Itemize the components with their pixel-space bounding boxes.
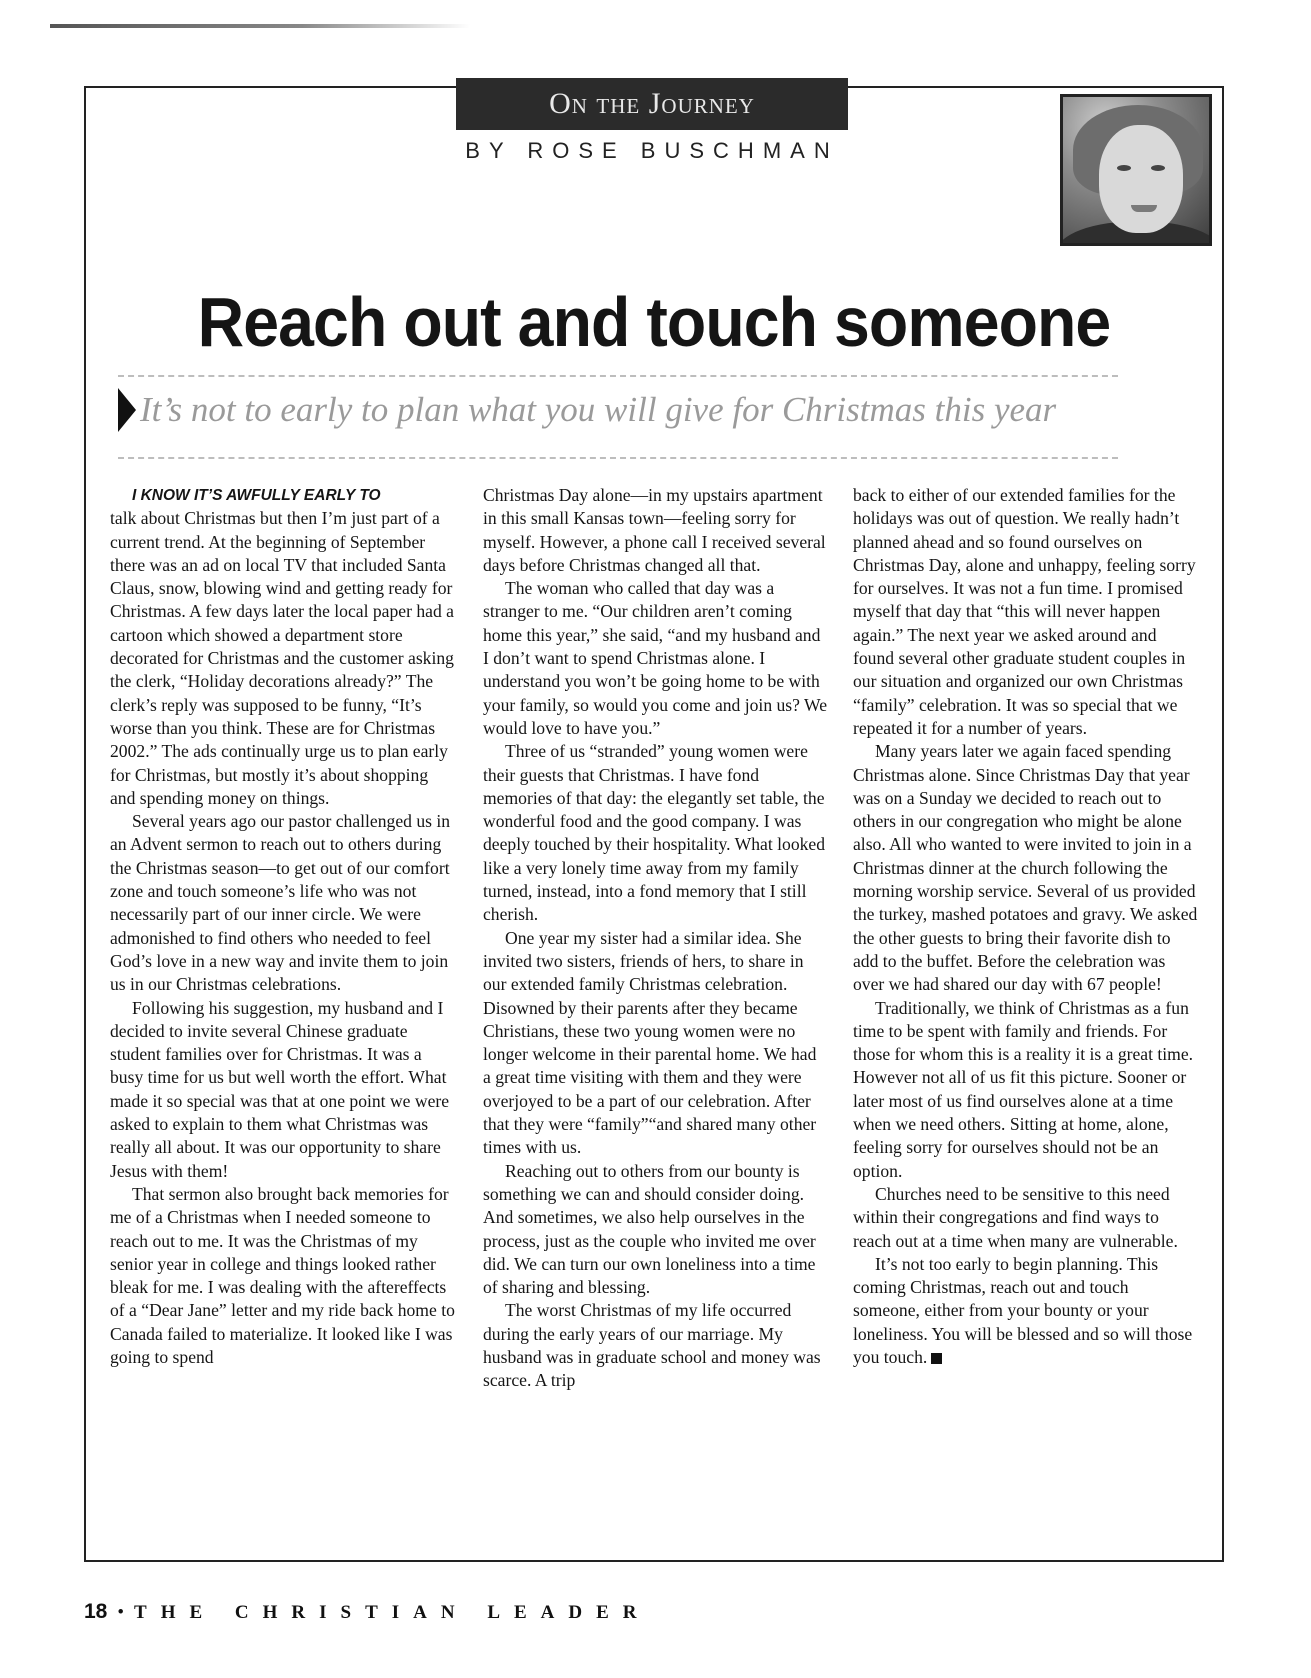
deck-arrow-icon (118, 388, 136, 432)
deck-subtitle: It’s not to early to plan what you will give for Christmas this year (140, 390, 1057, 429)
lead-in: I KNOW IT’S AWFULLY EARLY TO (132, 487, 381, 504)
paragraph: back to either of our extended families for the holidays was out of question. We really hadn’t planned ahead and so found ourselves on Christmas Day, alone and unhappy, feeling sorry for ourselves. It was not a fun time. I promised myself that day that “this will never happen again.” The next year we asked around and found several other graduate student couples in our situation and organized our own Christmas “family” celebration. It was so special that we repeated it for a number of years. (853, 485, 1196, 738)
paragraph: The woman who called that day was a stranger to me. “Our children aren’t coming home this year,” she said, “and my husband and I don’t want to spend Christmas alone. I understand you won’t be going home to be with your family, so would you come and join us? We would love to have you.” (483, 578, 828, 738)
paragraph: Several years ago our pastor challenged us in an Advent sermon to reach out to others during the Christmas season—to get out of our comfort zone and touch someone’s life who was not necessarily part of our inner circle. We were admonished to find others who needed to feel God’s love in a new way and invite them to join us in our Christmas celebrations. (110, 811, 451, 995)
byline: BY ROSE BUSCHMAN (465, 138, 839, 163)
footer-separator: • (117, 1602, 125, 1623)
paragraph: Following his suggestion, my husband and I decided to invite several Chinese graduate student families over for Christmas. It was a busy time for us but well worth the effort. What made it so special was that at one point we were asked to explain to them what Christmas was really all about. It was our opportunity to share Jesus with them! (110, 997, 450, 1181)
body-column-2 (483, 484, 828, 1544)
paragraph: That sermon also brought back memories for me of a Christmas when I needed someone to reach out to me. It was the Christmas of my senior year in college and things looked rather bleak for me. I was dealing with the aftereffects of a “Dear Jane” letter and my ride back home to Canada failed to materialize. It looked like I was going to spend (110, 1183, 455, 1367)
paragraph: Christmas Day alone—in my upstairs apartment in this small Kansas town—feeling sorry for myself. However, a phone call I received several days before Christmas changed all that. (483, 485, 826, 575)
paragraph: Many years later we again faced spending Christmas alone. Since Christmas Day that year was on a Sunday we decided to reach out to others in our congregation who might be alone also. All who wanted to were invited to join in a Christmas dinner at the church following the morning worship service. Several of us provided the turkey, mashed potatoes and gravy. We asked the other guests to bring their favorite dish to add to the buffet. Before the celebration was over we had shared our day with 67 people! (853, 741, 1198, 995)
column-title-banner: On the Journey (456, 78, 848, 130)
paragraph (853, 1253, 1198, 1369)
author-photo (1060, 94, 1212, 246)
paragraph: Churches need to be sensitive to this need within their congregations and find ways to reach out at a time when many are vulnerable. (853, 1183, 1178, 1251)
page-footer (84, 1600, 651, 1624)
deck-rule-bottom (118, 457, 1118, 459)
paragraph: One year my sister had a similar idea. She invited two sisters, friends of hers, to share in our extended family Christmas celebration. Disowned by their parents after they became Christians, these two young women were no longer welcome in their parental home. We had a great time visiting with them and they were overjoyed to be a part of our celebration. After that they were “family”“and shared many other times with us. (483, 927, 817, 1158)
body-column-1 (110, 484, 455, 1544)
paragraph: Traditionally, we think of Christmas as a fun time to be spent with family and friends. For those for whom this is a reality it is a great time. However not all of us fit this picture. Sooner or later most of us find ourselves alone at a time when we need others. Sitting at home, alone, feeling sorry for ourselves should not be an option. (853, 997, 1194, 1181)
page-number: 18 (84, 1600, 108, 1623)
body-column-3 (853, 484, 1198, 1544)
closing-text: It’s not too early to begin planning. This coming Christmas, reach out and touch someone, either from your bounty or your loneliness. You will be blessed and so will those you touch. (853, 1253, 1193, 1367)
headline: Reach out and touch someone (197, 283, 1111, 361)
end-mark-icon (931, 1353, 942, 1364)
paragraph: Three of us “stranded” young women were their guests that Christmas. I have fond memories of that day: the elegantly set table, the wonderful food and the good company. I was deeply touched by their hospitality. What looked like a very lonely time away from my family turned, instead, into a fond memory that I still cherish. (483, 741, 826, 925)
scan-edge-rule (50, 24, 470, 28)
publication-name: THE CHRISTIAN LEADER (134, 1602, 651, 1623)
paragraph: talk about Christmas but then I’m just part of a current trend. At the beginning of September there was an ad on local TV that included Santa Claus, snow, blowing wind and getting ready for Christmas. A few days later the local paper had a cartoon which showed a department store decorated for Christmas and the customer asking the clerk, “Holiday decorations already?” The clerk’s reply was supposed to be funny, “It’s worse than you think. These are for Christmas 2002.” The ads continually urge us to plan early for Christmas, but mostly it’s about shopping and spending money on things. (110, 508, 454, 808)
paragraph: The worst Christmas of my life occurred during the early years of our marriage. My husband was in graduate school and money was scarce. A trip (483, 1300, 821, 1391)
paragraph: Reaching out to others from our bounty is something we can and should consider doing. And sometimes, we also help ourselves in the process, just as the couple who invited me over did. We can turn our own loneliness into a time of sharing and blessing. (483, 1160, 816, 1298)
deck-rule-top (118, 375, 1118, 377)
